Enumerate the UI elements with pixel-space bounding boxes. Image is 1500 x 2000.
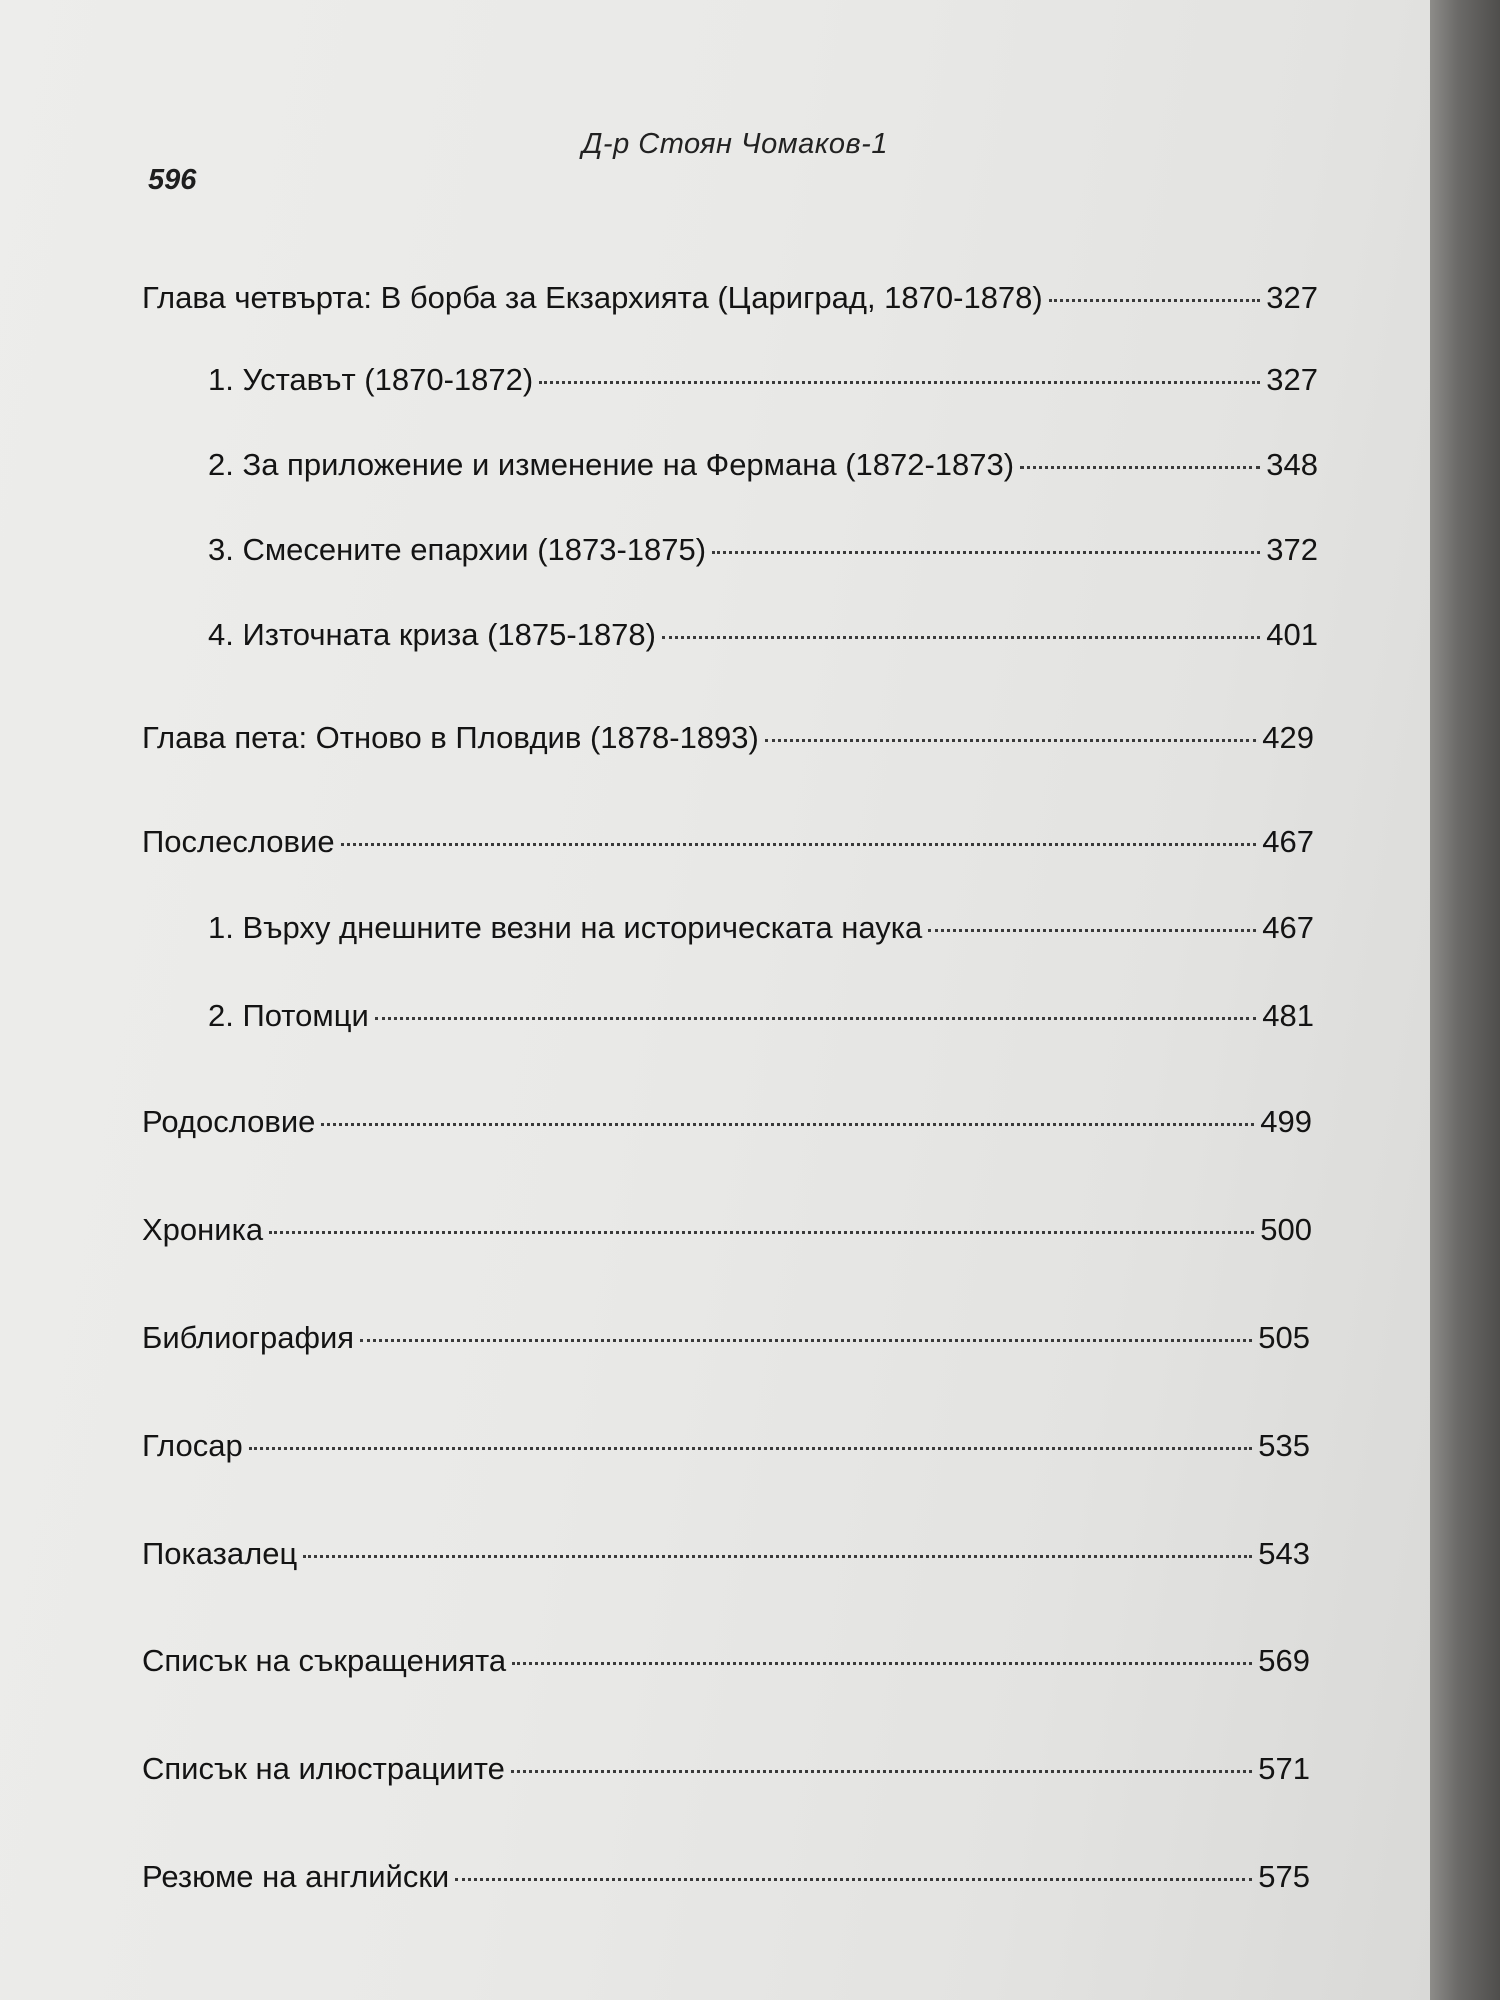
toc-entry-title: Резюме на английски: [142, 1859, 450, 1894]
toc-entry: [208, 447, 1318, 483]
toc-entry-page: 327: [1266, 362, 1318, 397]
toc-entry-page: 429: [1262, 720, 1314, 755]
toc-entry-page: 500: [1260, 1212, 1312, 1247]
toc-entry: [142, 1104, 1312, 1140]
toc-entry: [142, 280, 1318, 316]
dot-leader: [375, 1017, 1256, 1020]
toc-entry: [208, 910, 1314, 946]
dot-leader: [765, 739, 1256, 742]
toc-entry-title: 3. Смесените епархии (1873-1875): [208, 532, 707, 567]
toc-entry-page: 569: [1258, 1643, 1310, 1678]
toc-entry-page: 575: [1258, 1859, 1310, 1894]
toc-entry-title: Списък на съкращенията: [142, 1643, 507, 1678]
toc-entry-page: 348: [1266, 447, 1318, 482]
toc-entry: [142, 1859, 1310, 1895]
toc-entry-page: 499: [1260, 1104, 1312, 1139]
toc-entry-title: Списък на илюстрациите: [142, 1751, 505, 1786]
toc-entry: [142, 1212, 1312, 1248]
toc-entry-page: 372: [1266, 532, 1318, 567]
toc-entry-title: 2. За приложение и изменение на Фермана (1872-1873): [208, 447, 1015, 482]
dot-leader: [928, 929, 1256, 932]
dot-leader: [662, 636, 1260, 639]
toc-entry: [208, 362, 1318, 398]
toc-entry-title: Библиография: [142, 1320, 355, 1355]
toc-entry-page: 327: [1266, 280, 1318, 315]
toc-entry-title: Хроника: [142, 1212, 264, 1247]
toc-entry-title: Показалец: [142, 1536, 298, 1571]
toc-entry-title: Послесловие: [142, 824, 335, 859]
dot-leader: [511, 1770, 1252, 1773]
toc-entry-page: 467: [1262, 824, 1314, 859]
dot-leader: [360, 1339, 1252, 1342]
dot-leader: [1049, 299, 1261, 302]
toc-entry-page: 505: [1258, 1320, 1310, 1355]
dot-leader: [249, 1447, 1253, 1450]
toc-entry: [142, 824, 1314, 860]
running-header: Д-р Стоян Чомаков-1: [582, 128, 888, 160]
toc-entry-title: Глава четвърта: В борба за Екзархията (Цариград, 1870-1878): [142, 280, 1043, 315]
dot-leader: [712, 551, 1260, 554]
dot-leader: [512, 1662, 1252, 1665]
toc-entry: [142, 1536, 1310, 1572]
toc-entry-title: 1. Уставът (1870-1872): [208, 362, 534, 397]
toc-entry-title: Родословие: [142, 1104, 316, 1139]
dot-leader: [269, 1231, 1254, 1234]
dot-leader: [341, 843, 1257, 846]
toc-entry: [142, 720, 1314, 756]
toc-entry: [142, 1643, 1310, 1679]
toc-entry: [142, 1320, 1310, 1356]
toc-entry-page: 543: [1258, 1536, 1310, 1571]
toc-entry-page: 401: [1266, 617, 1318, 652]
toc-entry-title: 2. Потомци: [208, 998, 369, 1033]
toc-entry-title: 1. Върху днешните везни на историческата наука: [208, 910, 923, 945]
toc-entry: [142, 1428, 1310, 1464]
toc-entry-page: 481: [1262, 998, 1314, 1033]
book-edge: [1430, 0, 1500, 2000]
toc-entry-title: 4. Източната криза (1875-1878): [208, 617, 656, 652]
toc-entry-title: Глосар: [142, 1428, 243, 1463]
toc-entry-page: 571: [1258, 1751, 1310, 1786]
toc-entry: [142, 1751, 1310, 1787]
dot-leader: [303, 1555, 1252, 1558]
toc-entry-title: Глава пета: Отново в Пловдив (1878-1893): [142, 720, 759, 755]
toc-entry: [208, 617, 1318, 653]
dot-leader: [455, 1878, 1252, 1881]
toc-entry: [208, 998, 1314, 1034]
dot-leader: [539, 381, 1260, 384]
toc-entry-page: 535: [1258, 1428, 1310, 1463]
dot-leader: [1020, 466, 1260, 469]
page-number: 596: [148, 164, 197, 196]
dot-leader: [321, 1123, 1254, 1126]
toc-entry: [208, 532, 1318, 568]
toc-entry-page: 467: [1262, 910, 1314, 945]
